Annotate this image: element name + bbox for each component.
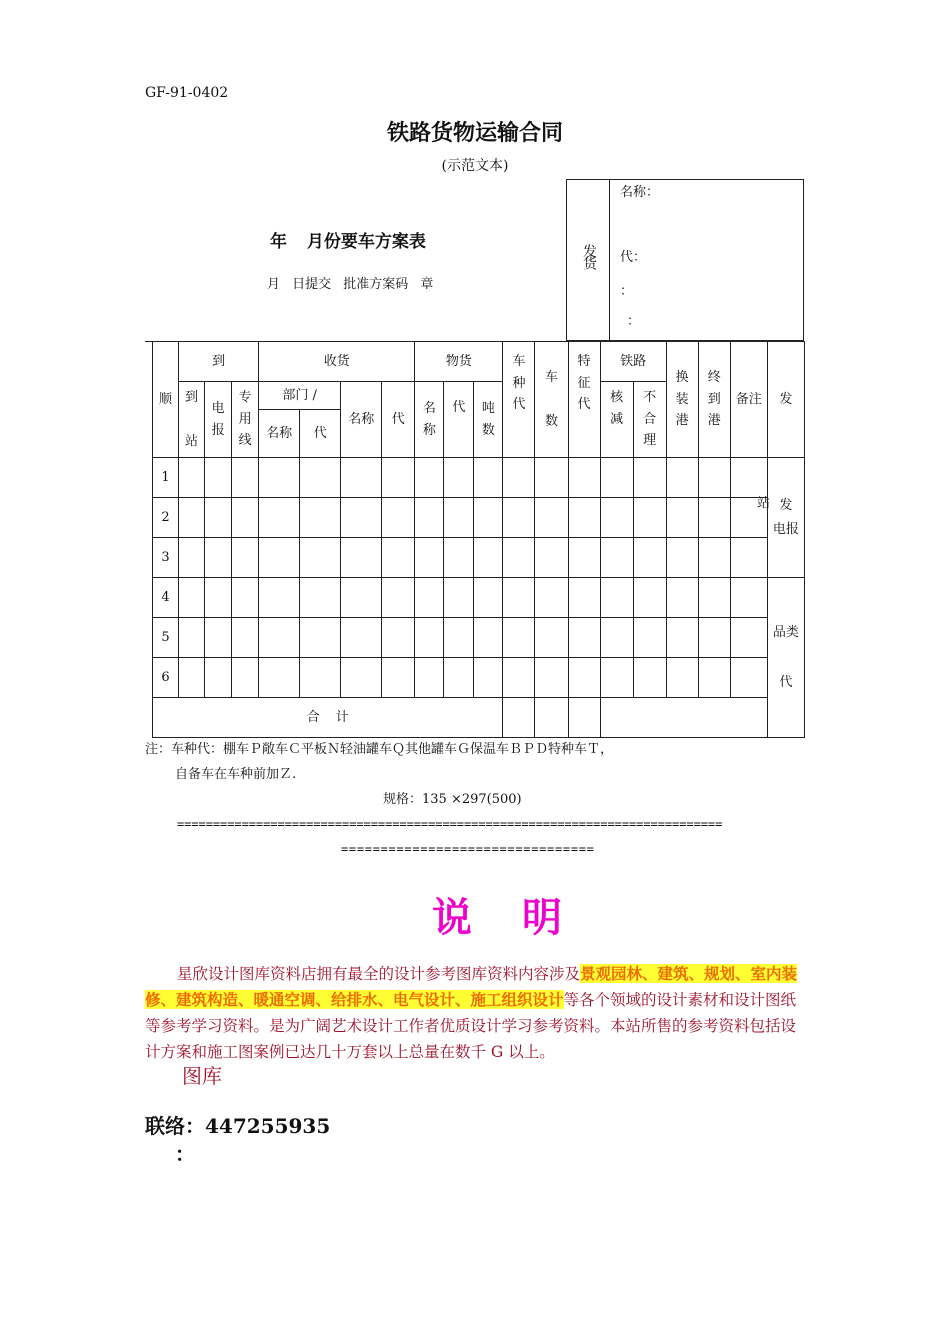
side-category-label: 品类 bbox=[772, 624, 799, 640]
side-send-label: 发 bbox=[779, 497, 793, 513]
spec-line: 规格：135 ×297(500) bbox=[383, 792, 522, 807]
tons-2: 数 bbox=[481, 422, 495, 438]
total-row bbox=[153, 698, 805, 738]
side-telegraph-label: 电报 bbox=[772, 521, 799, 537]
consignee-header: 收货 bbox=[259, 342, 415, 382]
document-code: GF-91-0402 bbox=[145, 85, 229, 101]
note-line-2: 自备车在车种前加Ｚ. bbox=[175, 767, 297, 782]
car-type-code-3: 代 bbox=[512, 397, 526, 413]
shipper-name-label: 名称： bbox=[620, 185, 660, 200]
transfer-port-1: 换 bbox=[675, 370, 689, 386]
feature-code-3: 代 bbox=[577, 397, 591, 413]
car-count-1: 车 bbox=[544, 369, 558, 385]
transfer-port-3: 港 bbox=[675, 413, 689, 429]
explain-text-before: 星欣设计图库资料店拥有最全的设计参考图库资料内容涉及 bbox=[177, 965, 581, 983]
approved-2: 减 bbox=[610, 411, 624, 427]
side-send-telegraph-cell bbox=[767, 458, 804, 578]
document-subtitle: (示范文本) bbox=[441, 158, 509, 174]
shipper-box-divider bbox=[609, 180, 610, 340]
private-line-header bbox=[232, 382, 259, 458]
goods-header: 物货 bbox=[415, 342, 503, 382]
side-station-label: 站 bbox=[757, 496, 771, 511]
unreasonable-header bbox=[633, 382, 666, 458]
car-count-2: 数 bbox=[544, 413, 558, 429]
to-station-2: 站 bbox=[185, 433, 199, 449]
table-row bbox=[153, 618, 805, 658]
final-port-1: 终 bbox=[707, 370, 721, 386]
dept-code-header: 代 bbox=[300, 410, 341, 458]
railway-header: 铁路 bbox=[600, 342, 666, 382]
shipper-code-label: 代： bbox=[620, 250, 647, 265]
unreasonable-1: 不 bbox=[643, 390, 657, 406]
feature-code-2: 征 bbox=[577, 375, 591, 391]
header-row-1 bbox=[153, 342, 805, 382]
row-number: 2 bbox=[153, 498, 179, 538]
row-number: 5 bbox=[153, 618, 179, 658]
row-number: 4 bbox=[153, 578, 179, 618]
goods-name-2: 称 bbox=[422, 422, 436, 438]
table-row bbox=[153, 658, 805, 698]
table-row bbox=[153, 578, 805, 618]
car-type-code-header bbox=[503, 342, 535, 458]
shipper-box bbox=[566, 179, 804, 341]
submit-line: 月 日提交 批准方案码 章 bbox=[267, 277, 434, 292]
final-port-header bbox=[698, 342, 730, 458]
transfer-port-2: 装 bbox=[675, 391, 689, 407]
dept-name-header: 名称 bbox=[259, 410, 300, 458]
gallery-label: 图库 bbox=[182, 1064, 222, 1088]
note-line-1: 注：车种代：棚车Ｐ敞车Ｃ平板Ｎ轻油罐车Ｑ其他罐车Ｇ保温车ＢＰＤ特种车Ｔ， bbox=[145, 742, 614, 757]
side-category-code: 代 bbox=[779, 674, 793, 690]
table-row bbox=[153, 538, 805, 578]
explain-highlight: 景观园林、建筑、规划、室内装修、建筑构造、暖通空调、给排水、电气设计、施工组织设计 bbox=[145, 964, 798, 1009]
form-heading: 年 月份要车方案表 bbox=[270, 232, 426, 252]
approved-1: 核 bbox=[610, 390, 624, 405]
telegraph-1: 电 bbox=[211, 400, 225, 416]
table-row bbox=[153, 498, 805, 538]
row-number: 3 bbox=[153, 538, 179, 578]
tons-1: 吨 bbox=[481, 400, 495, 416]
separator-rule-2: ================================ bbox=[341, 842, 595, 856]
approved-header bbox=[600, 382, 633, 458]
name-header: 名称 bbox=[341, 382, 382, 458]
row-number: 1 bbox=[153, 458, 179, 498]
total-label: 合 计 bbox=[153, 698, 503, 738]
final-port-3: 港 bbox=[707, 413, 721, 429]
table-row bbox=[153, 458, 805, 498]
to-header: 到 bbox=[179, 342, 259, 382]
send-header: 发 bbox=[767, 342, 804, 458]
goods-code-header: 代 bbox=[444, 382, 474, 458]
transfer-port-header bbox=[666, 342, 698, 458]
unreasonable-2: 合 bbox=[643, 411, 657, 427]
car-type-code-1: 车 bbox=[512, 354, 526, 369]
tons-header bbox=[474, 382, 503, 458]
seq-header: 顺 bbox=[153, 342, 179, 458]
dept-header: 部门 / bbox=[259, 382, 341, 410]
goods-name-1: 名 bbox=[422, 400, 436, 416]
feature-code-header bbox=[568, 342, 600, 458]
car-count-header bbox=[535, 342, 568, 458]
contact-colon: ： bbox=[175, 1142, 195, 1166]
shipper-side-text: 发货 bbox=[581, 244, 597, 268]
to-station-1: 到 bbox=[185, 389, 199, 405]
private-line-2: 用 bbox=[238, 411, 252, 427]
shipper-colon-1: ： bbox=[620, 284, 634, 299]
explain-text-after: 等各个领域的设计素材和设计图纸等参考学习资料。是为广阔艺术设计工作者优质设计学习参考资料。本站所售的参考资料包括设计方案和施工图案例已达几十万套以上总量在数千 G 以上。 bbox=[145, 991, 797, 1061]
to-station-header bbox=[179, 382, 205, 458]
shipper-colon-2: ： bbox=[627, 314, 641, 329]
car-type-code-2: 种 bbox=[512, 375, 526, 391]
explain-paragraph bbox=[145, 961, 807, 1065]
document-title: 铁路货物运输合同 bbox=[386, 121, 563, 146]
telegraph-header bbox=[205, 382, 232, 458]
goods-name-header bbox=[415, 382, 444, 458]
explain-heading: 说明 bbox=[432, 895, 612, 941]
shipper-side-label bbox=[579, 244, 599, 268]
final-port-2: 到 bbox=[707, 391, 721, 407]
private-line-3: 线 bbox=[238, 433, 252, 449]
feature-code-1: 特 bbox=[577, 354, 591, 369]
private-line-1: 专 bbox=[238, 390, 252, 406]
telegraph-2: 报 bbox=[211, 422, 225, 438]
row-number: 6 bbox=[153, 658, 179, 698]
contact-line: 联络：447255935 bbox=[145, 1114, 331, 1138]
unreasonable-3: 理 bbox=[643, 433, 657, 449]
code-header: 代 bbox=[382, 382, 415, 458]
car-plan-table bbox=[152, 341, 805, 738]
remark-header: 备注 bbox=[730, 342, 767, 458]
separator-rule-1: ============================================================================ bbox=[177, 817, 723, 831]
